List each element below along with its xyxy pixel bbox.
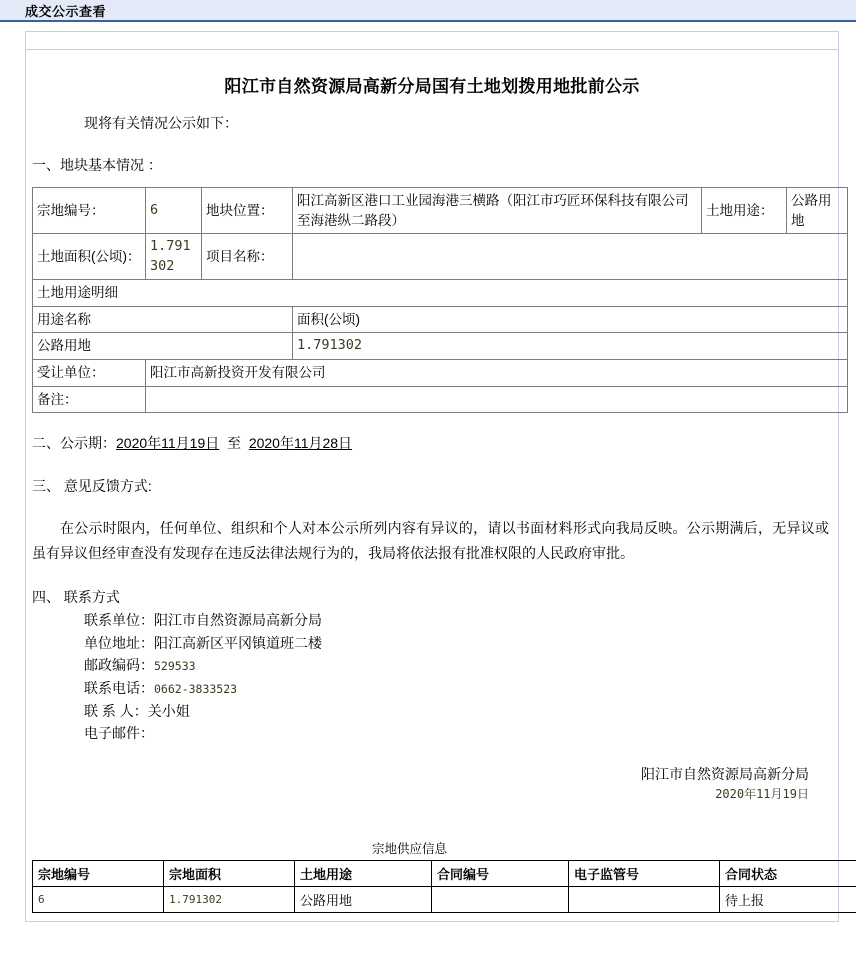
document-title: 阳江市自然资源局高新分局国有土地划拨用地批前公示 <box>224 77 640 96</box>
supply-cell-parcel-no: 6 <box>33 886 164 912</box>
window-header <box>0 0 856 22</box>
supply-header-land-use: 土地用途 <box>295 860 432 886</box>
parcel-no-value: 6 <box>146 188 202 234</box>
table-row <box>33 886 856 912</box>
document-lead: 现将有关情况公示如下： <box>84 115 238 131</box>
land-use-detail-heading: 土地用途明细 <box>33 280 848 307</box>
publicity-period <box>29 433 835 453</box>
content-panel <box>25 31 839 922</box>
signature-date: 2020年11月19日 <box>715 787 809 802</box>
parcel-no-label: 宗地编号： <box>33 188 146 234</box>
contact-postcode-label: 邮政编码： <box>84 657 154 674</box>
table-row <box>33 386 848 413</box>
detail-use-header: 用途名称 <box>33 306 293 333</box>
parcel-info-table <box>32 187 848 413</box>
project-label: 项目名称： <box>202 234 293 280</box>
supply-cell-contract-no <box>432 886 569 912</box>
remark-value <box>146 386 848 413</box>
table-row <box>33 333 848 360</box>
supply-cell-supervision-no <box>569 886 720 912</box>
location-value: 阳江高新区港口工业园海港三横路（阳江市巧匠环保科技有限公司至海港纵二路段） <box>293 188 702 234</box>
location-label: 地块位置： <box>202 188 293 234</box>
contact-person-value: 关小姐 <box>147 702 190 719</box>
supply-table <box>32 860 856 913</box>
detail-use-value: 公路用地 <box>33 333 293 360</box>
contact-unit-value: 阳江市自然资源局高新分局 <box>154 612 322 629</box>
supply-cell-contract-status: 待上报 <box>720 886 856 912</box>
page-title: 成交公示查看 <box>25 3 107 19</box>
detail-area-value: 1.791302 <box>293 333 848 360</box>
grantee-label: 受让单位： <box>33 359 146 386</box>
table-row <box>33 280 848 307</box>
contact-unit-label: 联系单位： <box>84 612 154 629</box>
table-row <box>33 306 848 333</box>
signature-block <box>29 763 835 805</box>
publicity-end-date: 2020年11月28日 <box>248 435 353 452</box>
table-header-row <box>33 860 856 886</box>
publicity-period-label: 二、公示期： <box>32 435 116 452</box>
panel-toolbar <box>26 32 838 50</box>
contact-person-label: 联 系 人： <box>84 702 148 719</box>
contact-postcode-row <box>84 654 835 677</box>
panel-body <box>26 72 838 921</box>
contact-phone-label: 联系电话： <box>84 680 154 697</box>
contact-address-label: 单位地址： <box>84 634 154 651</box>
land-use-label: 土地用途： <box>702 188 787 234</box>
supply-cell-parcel-area: 1.791302 <box>164 886 295 912</box>
supply-cell-land-use: 公路用地 <box>295 886 432 912</box>
supply-header-supervision-no: 电子监管号 <box>569 860 720 886</box>
table-row <box>33 234 848 280</box>
remark-label: 备注： <box>33 386 146 413</box>
contact-phone-value: 0662-3833523 <box>154 682 238 697</box>
supply-header-contract-no: 合同编号 <box>432 860 569 886</box>
section-heading-parcel-info: 一、地块基本情况 ： <box>32 157 162 173</box>
contact-address-value: 阳江高新区平冈镇道班二楼 <box>154 634 322 651</box>
contact-person-row <box>84 700 835 723</box>
section-heading-contact: 四、 联系方式 <box>32 589 120 606</box>
contact-unit-row <box>84 609 835 632</box>
land-use-value: 公路用地 <box>787 188 848 234</box>
contact-list <box>29 609 835 745</box>
contact-phone-row <box>84 677 835 700</box>
publicity-start-date: 2020年11月19日 <box>116 435 220 452</box>
table-row <box>33 188 848 234</box>
grantee-value: 阳江市高新投资开发有限公司 <box>146 359 848 386</box>
section-heading-feedback: 三、 意见反馈方式: <box>32 478 152 495</box>
announcement-document <box>26 72 838 913</box>
feedback-paragraph: 在公示时限内，任何单位、组织和个人对本公示所列内容有异议的，请以书面材料形式向我局反映。公示期满后，无异议或虽有异议但经审查没有发现存在违反法律法规行为的，我局将依法报有批准权限的人民政府审批。 <box>32 520 829 561</box>
signature-issuer: 阳江市自然资源局高新分局 <box>641 766 809 783</box>
detail-area-header: 面积(公顷) <box>293 306 848 333</box>
contact-address-row <box>84 632 835 655</box>
supply-table-caption: 宗地供应信息 <box>371 841 447 856</box>
supply-header-contract-status: 合同状态 <box>720 860 856 886</box>
table-row <box>33 359 848 386</box>
contact-postcode-value: 529533 <box>154 659 196 674</box>
supply-header-parcel-no: 宗地编号 <box>33 860 164 886</box>
supply-header-parcel-area: 宗地面积 <box>164 860 295 886</box>
area-value: 1.791302 <box>146 234 202 280</box>
publicity-period-between: 至 <box>227 435 242 452</box>
project-value <box>293 234 848 280</box>
contact-email-row <box>84 722 835 745</box>
contact-email-label: 电子邮件： <box>84 725 154 742</box>
area-label: 土地面积(公顷)： <box>33 234 146 280</box>
